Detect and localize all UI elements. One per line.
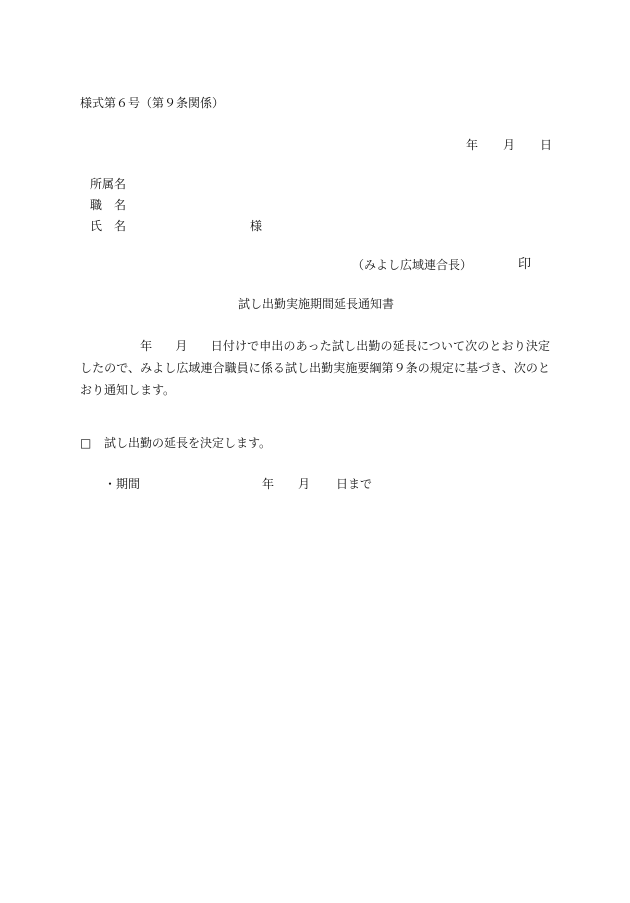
period-year: 年 [262, 477, 275, 491]
body-paragraph [80, 335, 550, 401]
date-year: 年 [466, 138, 479, 152]
decision-text: 試し出勤の延長を決定します。 [104, 436, 272, 450]
date-month: 月 [503, 138, 516, 152]
issuer-name: （みよし広域連合長） [352, 258, 473, 272]
document-title: 試し出勤実施期間延長通知書 [238, 297, 395, 311]
body-year: 年 [140, 339, 153, 353]
affiliation-label: 所属名 [90, 177, 127, 191]
honorific: 様 [250, 219, 263, 233]
position-label: 職 名 [90, 198, 127, 212]
decision-checkbox[interactable]: □ [80, 436, 92, 450]
name-label: 氏 名 [90, 219, 127, 233]
period-label: ・期間 [104, 477, 141, 491]
body-line1: 日付けで申出のあった試し出勤の延長について次のとおり決 [210, 339, 538, 353]
form-number: 様式第６号（第９条関係） [80, 96, 225, 110]
body-month: 月 [175, 339, 188, 353]
date-day: 日 [540, 138, 553, 152]
seal-icon: 印 [518, 257, 532, 272]
body-continuation: 定したので、みよし広域連合職員に係る試し出勤実施要綱第９条の規定に基づき、次のとおり通知します。 [80, 339, 550, 397]
period-month: 月 [298, 477, 311, 491]
period-day-until: 日まで [336, 477, 373, 491]
